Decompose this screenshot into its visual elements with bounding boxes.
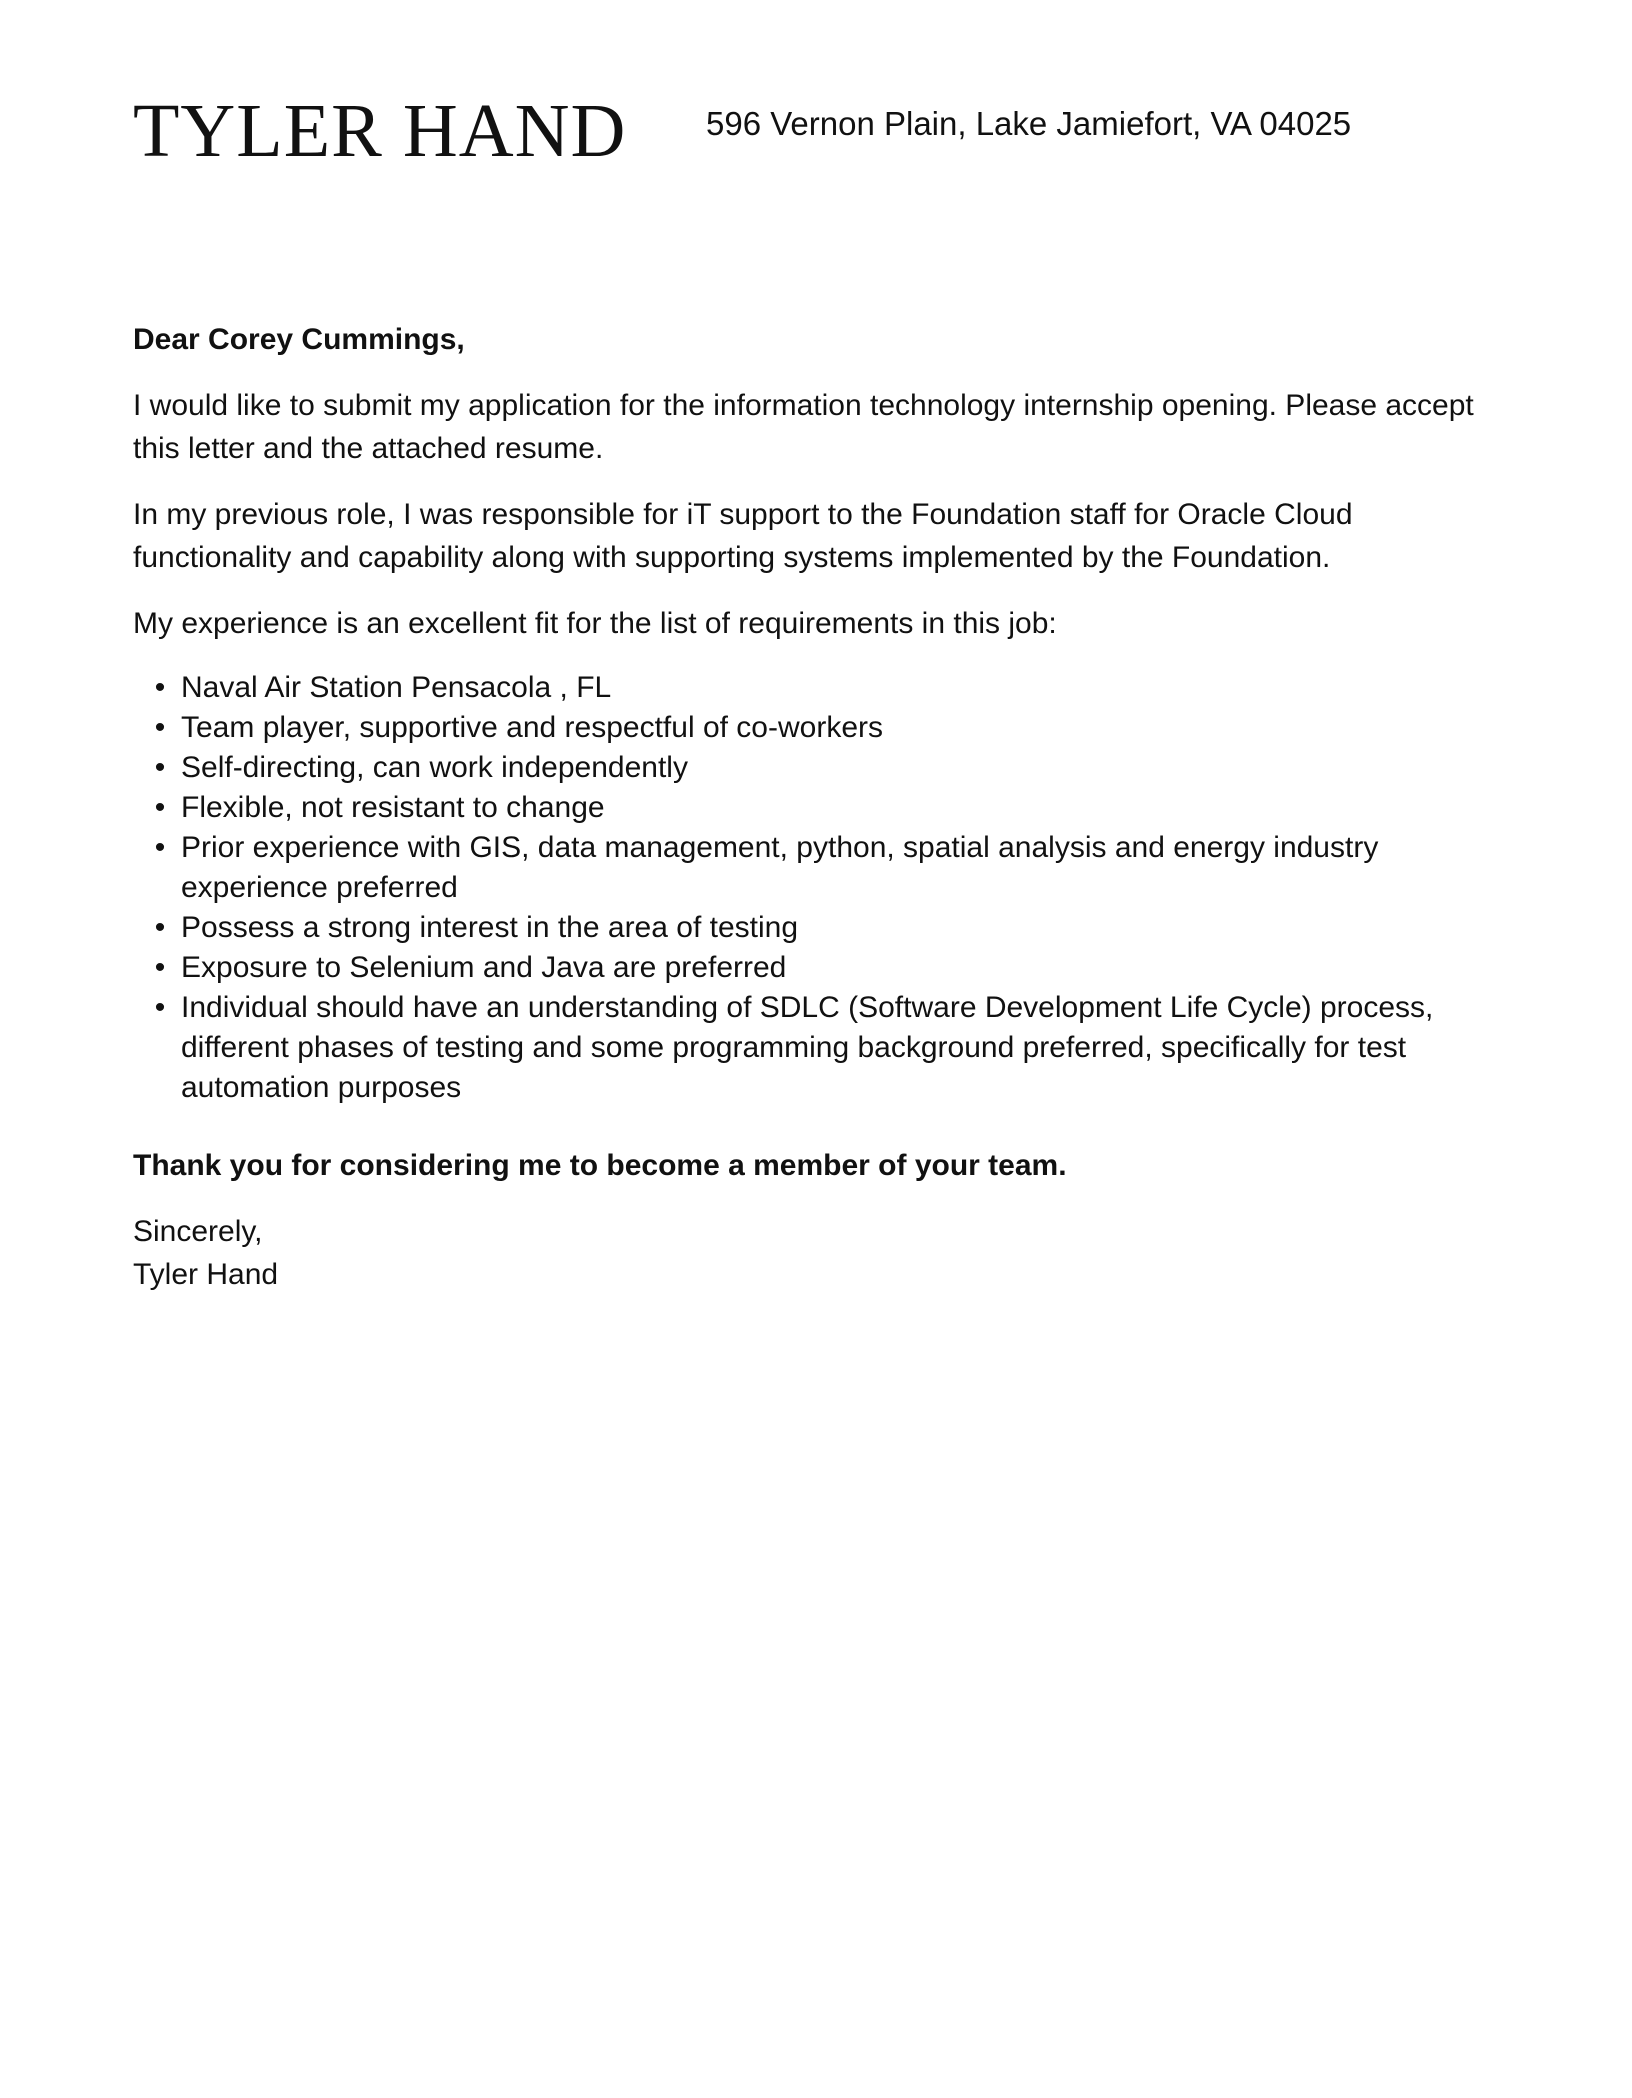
- signoff: Sincerely,: [133, 1215, 263, 1248]
- intro-paragraph: I would like to submit my application for the information technology internship opening. Please accept this letter and the attached resume.: [133, 389, 1474, 465]
- letter-body: [133, 318, 1503, 1296]
- experience-paragraph: In my previous role, I was responsible for iT support to the Foundation staff for Oracle Cloud functionality and capability along with supporting systems implemented by the Foundation.: [133, 498, 1353, 574]
- applicant-name: TYLER HAND: [133, 89, 627, 173]
- applicant-address: 596 Vernon Plain, Lake Jamiefort, VA 04025: [706, 105, 1352, 142]
- list-item-text: Possess a strong interest in the area of testing: [181, 911, 799, 944]
- list-item: [133, 668, 1503, 708]
- list-item-text: Naval Air Station Pensacola , FL: [181, 671, 612, 704]
- closing-line: Thank you for considering me to become a member of your team.: [133, 1149, 1067, 1182]
- bullet-icon: •: [154, 991, 166, 1024]
- salutation: Dear Corey Cummings,: [133, 323, 465, 356]
- list-item-text: Prior experience with GIS, data management, python, spatial analysis and energy industry experience preferred: [181, 831, 1379, 904]
- list-item-text: Team player, supportive and respectful of co-workers: [181, 711, 883, 744]
- bullet-icon: •: [154, 831, 166, 864]
- signature-name: Tyler Hand: [133, 1258, 279, 1291]
- list-item: [133, 748, 1503, 788]
- list-item: [133, 788, 1503, 828]
- requirements-intro: My experience is an excellent fit for the list of requirements in this job:: [133, 607, 1057, 640]
- list-item: [133, 988, 1503, 1108]
- requirements-list: [133, 668, 1503, 1108]
- list-item: [133, 908, 1503, 948]
- list-item: [133, 708, 1503, 748]
- bullet-icon: •: [154, 791, 166, 824]
- list-item: [133, 828, 1503, 908]
- list-item-text: Flexible, not resistant to change: [181, 791, 605, 824]
- list-item: [133, 948, 1503, 988]
- list-item-text: Individual should have an understanding of SDLC (Software Development Life Cycle) process, different phases of testing and some programming background preferred, specifically for test automation purposes: [181, 991, 1434, 1104]
- letter-header: [133, 86, 1493, 176]
- bullet-icon: •: [154, 711, 166, 744]
- bullet-icon: •: [154, 751, 166, 784]
- bullet-icon: •: [154, 911, 166, 944]
- bullet-icon: •: [154, 951, 166, 984]
- list-item-text: Exposure to Selenium and Java are preferred: [181, 951, 787, 984]
- list-item-text: Self-directing, can work independently: [181, 751, 688, 784]
- bullet-icon: •: [154, 671, 166, 704]
